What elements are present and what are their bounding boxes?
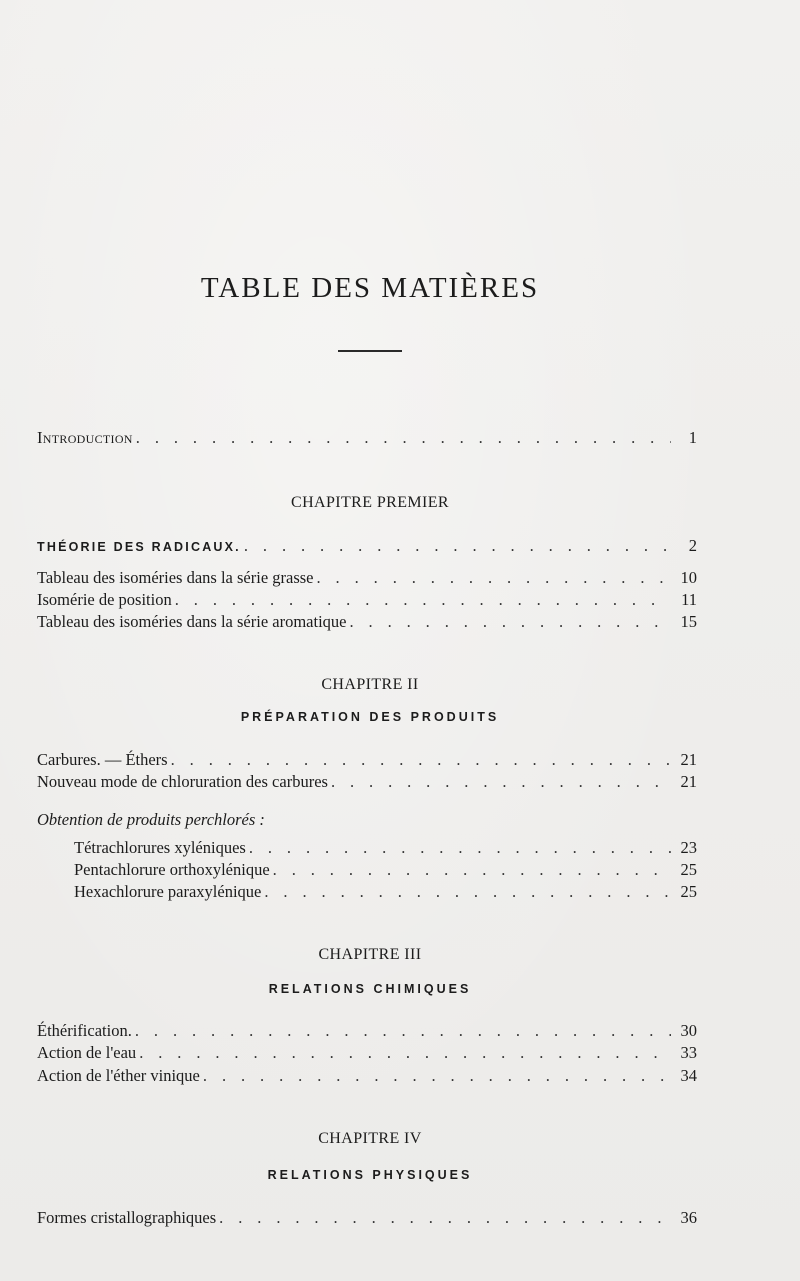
toc-page-number: 10 bbox=[680, 568, 697, 587]
toc-entry[interactable] bbox=[37, 1206, 697, 1230]
subsection-heading: Obtention de produits perchlorés : bbox=[37, 810, 265, 829]
toc-entry[interactable] bbox=[37, 1041, 697, 1065]
dot-leader bbox=[349, 610, 671, 634]
toc-page-number: 30 bbox=[680, 1021, 697, 1040]
toc-entry[interactable] bbox=[74, 858, 697, 882]
toc-page-number: 36 bbox=[680, 1208, 697, 1227]
toc-page-number: 2 bbox=[688, 536, 697, 555]
toc-entry-label: Formes cristallographiques bbox=[37, 1208, 217, 1227]
dot-leader bbox=[317, 566, 672, 590]
dot-leader bbox=[219, 1206, 671, 1230]
toc-entry-label: Introduction bbox=[37, 428, 133, 447]
chapter-subtitle: PRÉPARATION DES PRODUITS bbox=[240, 710, 500, 724]
toc-page-number: 21 bbox=[680, 750, 697, 769]
toc-entry[interactable] bbox=[37, 770, 697, 794]
dot-leader bbox=[139, 1041, 671, 1065]
toc-entry-label: Tableau des isoméries dans la série aromatique bbox=[37, 612, 347, 631]
toc-entry[interactable] bbox=[37, 588, 697, 612]
chapter-subtitle: RELATIONS PHYSIQUES bbox=[267, 1168, 473, 1182]
toc-entry-label: Action de l'eau bbox=[37, 1043, 137, 1062]
toc-entry-label: Hexachlorure paraxylénique bbox=[74, 882, 262, 901]
dot-leader bbox=[244, 534, 671, 558]
page-title: TABLE DES MATIÈRES bbox=[200, 272, 540, 304]
toc-page-number: 11 bbox=[681, 590, 697, 609]
toc-page-number: 21 bbox=[680, 772, 697, 791]
toc-page-number: 1 bbox=[688, 428, 697, 447]
toc-entry-label: THÉORIE DES RADICAUX. bbox=[37, 540, 241, 554]
toc-entry-label: Éthérification. bbox=[37, 1021, 132, 1040]
title-rule bbox=[338, 350, 402, 352]
toc-entry[interactable] bbox=[37, 1064, 697, 1088]
chapter-heading: CHAPITRE IV bbox=[318, 1130, 422, 1147]
dot-leader bbox=[264, 880, 671, 904]
toc-entry-introduction[interactable] bbox=[37, 426, 697, 450]
chapter-heading: CHAPITRE II bbox=[321, 676, 419, 693]
toc-entry[interactable] bbox=[74, 836, 697, 860]
dot-leader bbox=[135, 1019, 671, 1043]
dot-leader bbox=[136, 426, 671, 450]
dot-leader bbox=[331, 770, 671, 794]
toc-entry[interactable] bbox=[37, 1019, 697, 1043]
toc-entry[interactable] bbox=[37, 748, 697, 772]
toc-entry-label: Isomérie de position bbox=[37, 590, 172, 609]
toc-entry[interactable] bbox=[37, 566, 697, 590]
toc-page-number: 15 bbox=[680, 612, 697, 631]
chapter-subtitle: RELATIONS CHIMIQUES bbox=[268, 982, 472, 996]
dot-leader bbox=[171, 748, 671, 772]
toc-page-number: 25 bbox=[680, 882, 697, 901]
toc-entry-label: Nouveau mode de chloruration des carbures bbox=[37, 772, 328, 791]
chapter-heading: CHAPITRE PREMIER bbox=[291, 494, 449, 511]
toc-page-number: 23 bbox=[680, 838, 697, 857]
dot-leader bbox=[273, 858, 671, 882]
toc-entry-label: Tétrachlorures xyléniques bbox=[74, 838, 246, 857]
chapter-heading: CHAPITRE III bbox=[318, 946, 422, 963]
toc-entry[interactable] bbox=[37, 534, 697, 558]
toc-entry-label: Action de l'éther vinique bbox=[37, 1066, 200, 1085]
toc-entry-label: Tableau des isoméries dans la série grasse bbox=[37, 568, 314, 587]
toc-page-number: 25 bbox=[680, 860, 697, 879]
dot-leader bbox=[175, 588, 671, 612]
toc-page-number: 34 bbox=[680, 1066, 697, 1085]
toc-entry[interactable] bbox=[37, 610, 697, 634]
dot-leader bbox=[203, 1064, 671, 1088]
toc-entry-label: Carbures. — Éthers bbox=[37, 750, 168, 769]
toc-entry-label: Pentachlorure orthoxylénique bbox=[74, 860, 270, 879]
toc-entry[interactable] bbox=[74, 880, 697, 904]
toc-page-number: 33 bbox=[680, 1043, 697, 1062]
dot-leader bbox=[249, 836, 671, 860]
